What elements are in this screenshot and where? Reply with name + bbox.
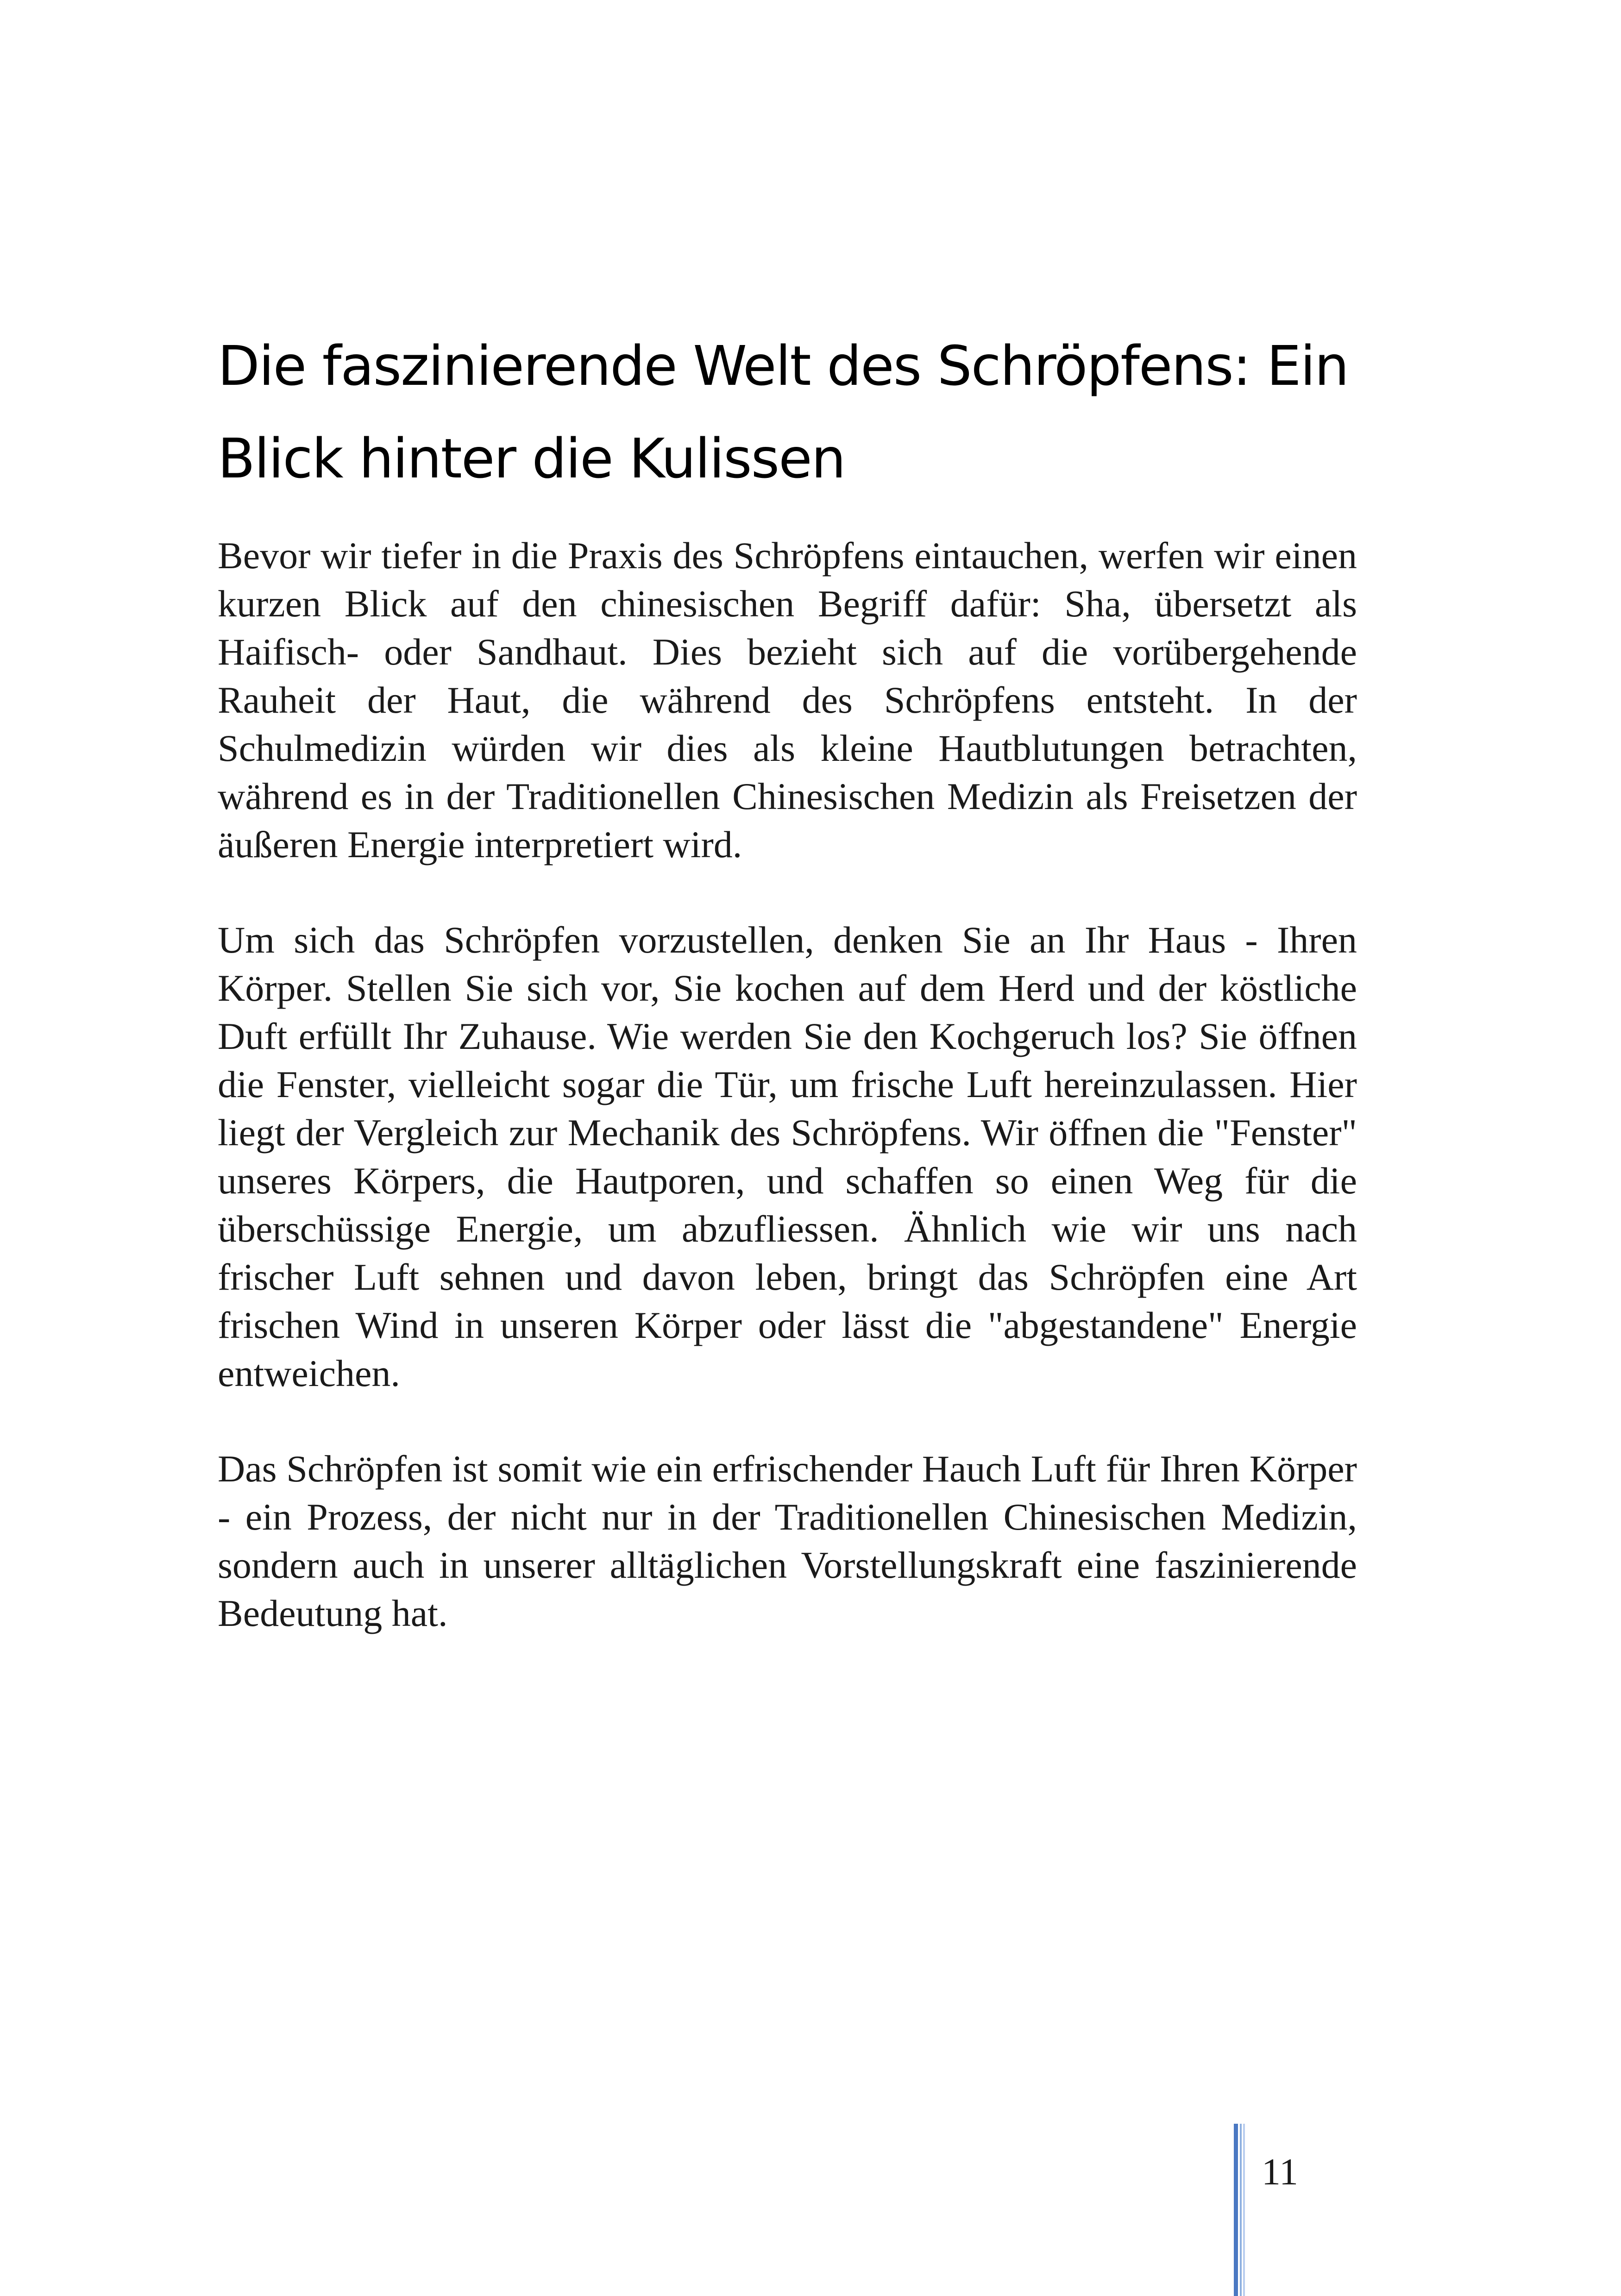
footer-rule-line-light <box>1243 2124 1245 2296</box>
chapter-title: Die faszinierende Welt des Schröpfens: Ein Blick hinter die Kulissen <box>218 334 1349 490</box>
footer-rule-line-dark <box>1234 2124 1238 2296</box>
paragraph-3: Das Schröpfen ist somit wie ein erfrischender Hauch Luft für Ihren Körper - ein Prozess, der nicht nur in der Traditionellen Chinesischen Medizin, sondern auch in unserer alltäglichen Vorstellungskraft eine faszinierende Bedeutung hat. <box>218 1448 1357 1634</box>
paragraph-1: Bevor wir tiefer in die Praxis des Schröpfens eintauchen, werfen wir einen kurzen Blick auf den chinesischen Begriff dafür: Sha, übersetzt als Haifisch- oder Sandhaut. Dies bezieht sich auf die vorübergehende Rauheit der Haut, die während des Schröpfens entsteht. In der Schulmedizin würden wir dies als kleine Hautblutungen betrachten, während es in der Traditionellen Chinesischen Medizin als Freisetzen der äußeren Energie interpretiert wird. <box>218 534 1357 866</box>
page-number: 11 <box>1262 2151 1298 2193</box>
footer-vertical-rule <box>1234 2124 1248 2296</box>
paragraph-2: Um sich das Schröpfen vorzustellen, denken Sie an Ihr Haus - Ihren Körper. Stellen Sie sich vor, Sie kochen auf dem Herd und der köstliche Duft erfüllt Ihr Zuhause. Wie werden Sie den Kochgeruch los? Sie öffnen die Fenster, vielleicht sogar die Tür, um frische Luft hereinzulassen. Hier liegt der Vergleich zur Mechanik des Schröpfens. Wir öffnen die "Fenster" unseres Körpers, die Hautporen, und schaffen so einen Weg für die überschüssige Energie, um abzufliessen. Ähnlich wie wir uns nach frischer Luft sehnen und davon leben, bringt das Schröpfen eine Art frischen Wind in unseren Körper oder lässt die "abgestandene" Energie entweichen. <box>218 919 1357 1394</box>
footer-rule-line-mid <box>1240 2124 1242 2296</box>
